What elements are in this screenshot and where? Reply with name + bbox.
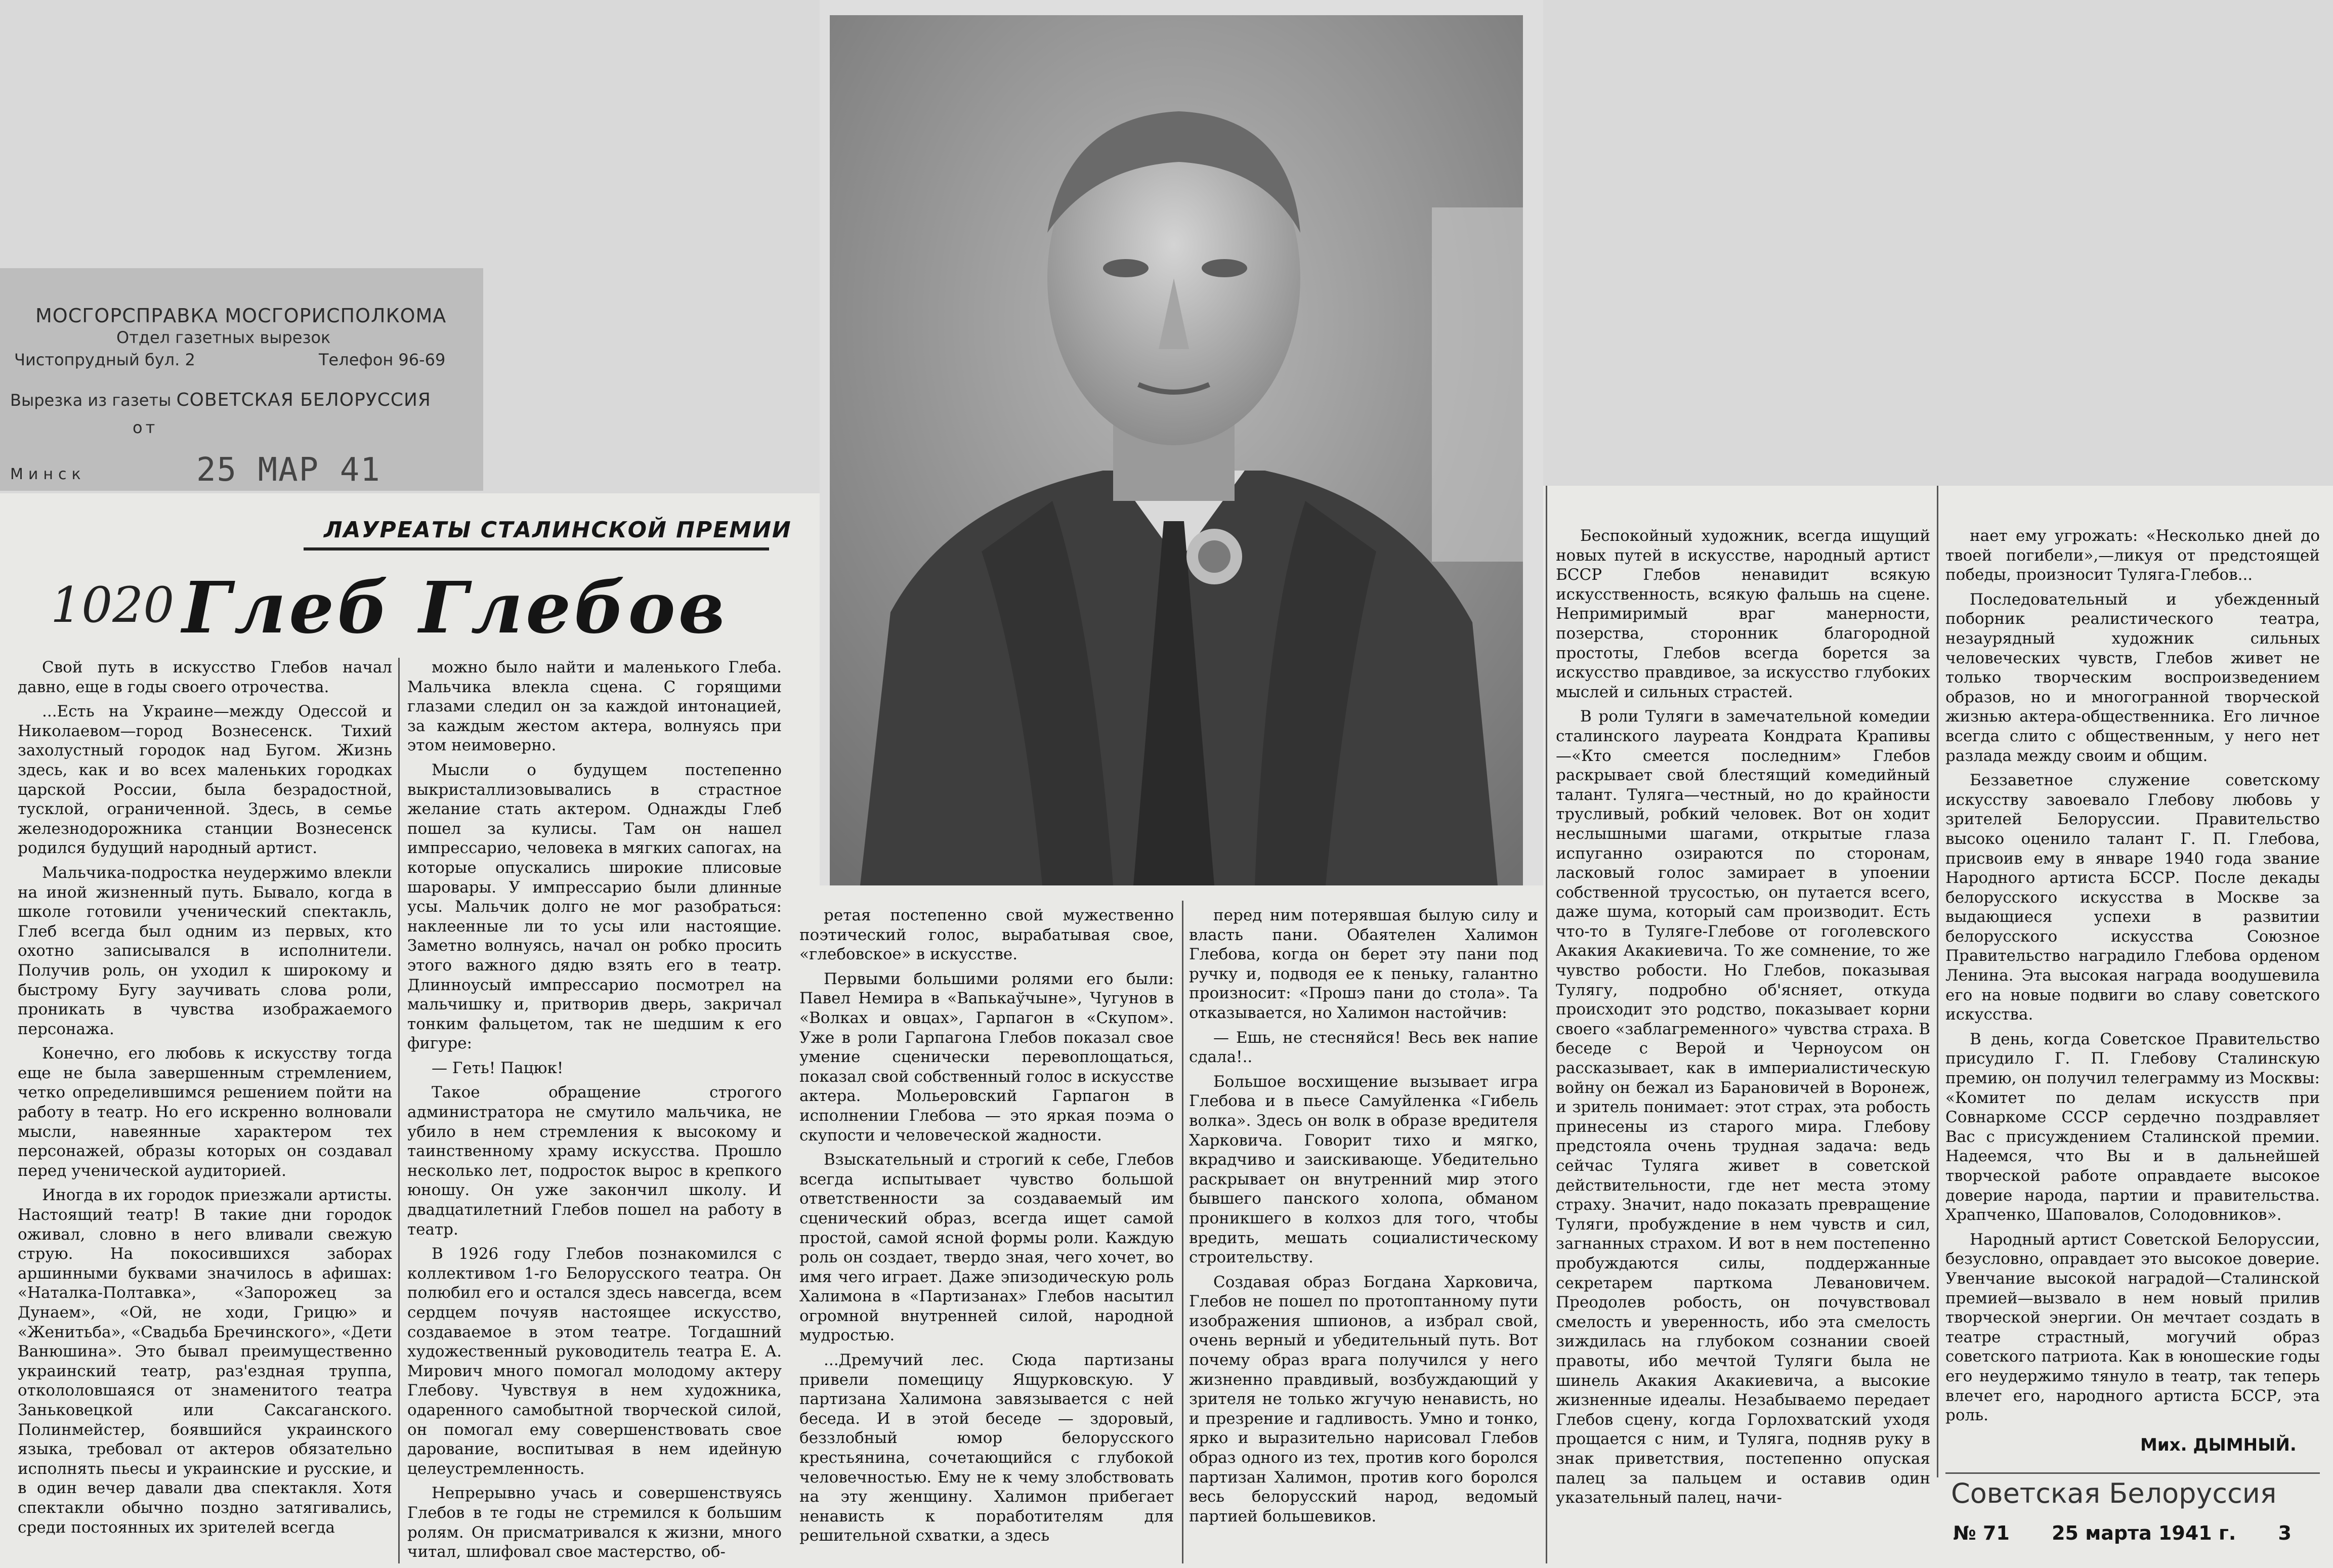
column-4-paragraph: перед ним потерявшая былую силу и власть пани. Обаятелен Халимон Глебова, когда он берет эту пани под ручку и, подводя ее к пеньку, галантно произносит: «Прошэ пани до стола». Та отказывается, но Халимон настойчив: bbox=[1189, 906, 1538, 1022]
stamp-date: 25 МАР 41 bbox=[196, 451, 381, 489]
column-rule-4 bbox=[1937, 486, 1938, 1477]
column-1-paragraph: Иногда в их городок приезжали артисты. Настоящий театр! В такие дни городок оживал, словно в него вливали свежую струю. На покосившихся заборах аршинными буквами значилось в афишах: «Наталка-Полтавка», «Запорожец за Дунаем», «Ой, не ходи, Грицю» и «Женитьба», «Свадьба Бречинского», «Дети Ванюшина». Это бывал преимущественно украинский театр, раз'ездная труппа, откололовшаяся от знаменитого театра Заньковецкой или Саксаганского. Полинмейстер, боявшийся украинского языка, требовал от актеров обязательно исполнять пьесы и украинские и русские, и в один вечер давали два спектакля. Хотя спектакли обычно поздно затягивались, среди постоянных их зрителей всегда bbox=[18, 1186, 392, 1537]
stamp-org: МОСГОРСПРАВКА МОСГОРИСПОЛКОМА bbox=[35, 305, 447, 327]
archive-stamp bbox=[0, 268, 483, 491]
column-3-paragraph: Взыскательный и строгий к себе, Глебов всегда испытывает чувство большой ответственности за создаваемый им сценический образ, всегда ищет самой простой, самой ясной формы роли. Каждую роль он создает, твердо зная, чего хочет, во имя чего играет. Даже эпизодическую роль Халимона в «Партизанах» Глебов насытил огромной внутренней силой, народной мудростью. bbox=[799, 1151, 1174, 1345]
portrait-photo bbox=[830, 15, 1523, 885]
column-4-paragraph: Создавая образ Богдана Харковича, Глебов не пошел по протоптанному пути изображения шпионов, а избрал свой, очень верный и убедительный путь. Вот почему образ врага получился у него жизненно правдивый, возбуждающий у зрителя не только жгучую ненависть, но и презрение и гадливость. Умно и тонко, ярко и выразительно нарисовал Глебов образ одного из тех, против кого боролся партизан Халимон, против кого боролся весь белорусский народ, ведомый партией большевиков. bbox=[1189, 1273, 1538, 1525]
column-2-paragraph: Мысли о будущем постепенно выкристаллизовывались в страстное желание стать актером. Однажды Глеб пошел за кулисы. Там он нашел импрессарио, человека в мягких сапогах, на которые опускались широкие плисовые шаровары. У импрессарио были длинные усы. Мальчик долго не мог разобраться: наклеенные ли то усы или настоящие. Заметно волнуясь, начал он робко просить этого важного дядю взять его в театр. Длинноусый импрессарио посмотрел на мальчишку и, притворив дверь, закричал тонким фальцетом, так не шедшим к его фигуре: bbox=[407, 760, 782, 1053]
stamp-source bbox=[10, 390, 431, 410]
column-5-paragraph: Беспокойный художник, всегда ищущий новых путей в искусстве, народный артист БССР Глебов ненавидит всякую искусственность, всякую фальшь на сцене. Непримиримый враг манерности, позерства, сторонник благородной простоты, Глебов всегда борется за искусство правдивое, за искусство глубоких мыслей и сильных страстей. bbox=[1556, 527, 1930, 701]
stamp-source-prefix: Вырезка из газеты bbox=[10, 391, 172, 410]
portrait-illustration bbox=[830, 15, 1523, 885]
column-rule-1 bbox=[398, 658, 400, 1563]
footer-page: 3 bbox=[2278, 1522, 2292, 1544]
stamp-newspaper: СОВЕТСКАЯ БЕЛОРУССИЯ bbox=[176, 390, 431, 410]
column-6-paragraph: Народный артист Советской Белоруссии, безусловно, оправдает это высокое доверие. Увенчание высокой наградой—Сталинской премией—вызвало в нем новый прилив творческой энергии. Он мечтает создать в театре страстный, могучий образ советского патриота. Как в юношеские годы его неудержимо тянуло в театр, так теперь влечет его, народного артиста БССР, эта роль. bbox=[1945, 1230, 2320, 1425]
article-column-6 bbox=[1945, 526, 2320, 1432]
article-column-3 bbox=[799, 906, 1174, 1563]
article-headline: Глеб Глебов bbox=[182, 567, 728, 650]
stamp-address: Чистопрудный бул. 2 bbox=[14, 350, 195, 369]
column-6-paragraph: В день, когда Советское Правительство присудило Г. П. Глебову Сталинскую премию, он получил телеграмму из Москвы: «Комитет по делам искусств при Совнаркоме СССР сердечно поздравляет Вас с присуждением Сталинской премии. Надеемся, что Вы и в дальнейшей творческой работе оправдаете высокое доверие народа, партии и правительства. Храпченко, Шаповалов, Солодовников». bbox=[1945, 1030, 2320, 1224]
article-column-2 bbox=[407, 658, 782, 1563]
article-column-5 bbox=[1556, 526, 1930, 1563]
footer-date: 25 марта 1941 г. bbox=[2052, 1522, 2236, 1544]
column-rule-3 bbox=[1546, 486, 1547, 1563]
stamp-city: Минск bbox=[10, 465, 86, 483]
column-1-paragraph: Мальчика-подростка неудержимо влекли на иной жизненный путь. Бывало, когда в школе готовили ученический спектакль, Глеб всегда был одним из первых, кто охотно записывался в исполнители. Получив роль, он уходил к широкому и быстрому Бугу заучивать слова роли, проникать в чувства изображаемого персонажа. bbox=[18, 863, 392, 1038]
column-6-paragraph: Последовательный и убежденный поборник реалистического театра, незаурядный художник сильных человеческих чувств, Глебов живет не только творческим воспроизведением образов, но и многогранной творческой жизнью актера-общественника. Его личное всегда слито с общественным, у него нет разлада между своим и общим. bbox=[1945, 590, 2320, 765]
footer-issue: № 71 bbox=[1953, 1522, 2010, 1544]
column-5-paragraph: В роли Туляги в замечательной комедии сталинского лауреата Кондрата Крапивы—«Кто смеется последним» Глебов раскрывает свой блестящий комедийный талант. Туляга—честный, но до крайности трусливый, робкий человек. Вот он ходит неслышными шагами, открытые глаза испуганно озираются по сторонам, ласковый голос замирает в упоении собственной трусостью, он путается всего, даже шума, который сам производит. Есть что-то в Туляге-Глебове от гоголевского Акакия Акакиевича. То же сомнение, то же чувство робости. Но Глебов, показывая Тулягу, подробно об'ясняет, откуда происходит это родство, показывает корни своего «заблагременного» чувства страха. В беседе с Верой и Черноусом он рассказывает, как в империалистическую войну он бежал из Барановичей в Воронеж, и зритель понимает: этот страх, эта робость принесены из старого мира. Глебову предстояла очень трудная задача: ведь сейчас Туляга живет в советской действительности, где нет места этому страху. Значит, надо показать превращение Туляги, пробуждение в нем чувств и сил, загнанных страхом. И вот в нем постепенно пробуждаются силы, поддержанные секретарем парткома Левановичем. Преодолев робость, он почувствовал смелость и уверенность, ибо эта смелость зиждилась на глубоком сознании своей правоты, ибо мечтой Туляги была не шинель Акакия Акакиевича, а высокие жизненные идеалы. Незабываемо передает Глебов сцену, когда Горлохватский уходя прощается с ним, и Туляга, подняв руку в знак приветствия, постепенно опуская палец за пальцем и оставив один указательный палец, начи- bbox=[1556, 707, 1930, 1507]
column-3-paragraph: ретая постепенно свой мужественно поэтический голос, вырабатывая свое, «глебовское» в искусстве. bbox=[799, 906, 1174, 964]
footer-rule bbox=[1945, 1472, 2320, 1474]
footer-newspaper-name: Советская Белоруссия bbox=[1951, 1477, 2277, 1509]
column-rule-2 bbox=[1182, 901, 1183, 1563]
column-2-paragraph: — Геть! Пацюк! bbox=[432, 1058, 564, 1077]
column-3-paragraph: ...Дремучий лес. Сюда партизаны привели помещицу Ящурковскую. У партизана Халимона завязывается с ней беседа. И в этой беседе — здоровый, беззлобный юмор белорусского крестьянина, сочетающийся с глубокой человечностью. Ему не к чему злобствовать на эту женщину. Халимон прибегает ненависть к поработителям для решительной схватки, а здесь bbox=[799, 1351, 1174, 1545]
column-4-paragraph: — Ешь, не стесняйся! Весь век напие сдала!.. bbox=[1189, 1028, 1538, 1067]
column-6-paragraph: Беззаветное служение советскому искусству завоевало Глебову любовь у зрителей Белоруссии. Правительство высоко оценило талант Г. П. Глебова, присвоив ему в январе 1940 года звание Народного артиста БССР. После декады белорусского искусства в Москве за выдающиеся успехи в развитии белорусского искусства Союзное Правительство наградило Глебова орденом Ленина. Эта высокая награда воодушевила его на новые подвиги во славу советского искусства. bbox=[1945, 771, 2320, 1024]
column-2-paragraph: Такое обращение строгого администратора не смутило мальчика, не убило в нем стремления к высокому и таинственному храму искусства. Прошло несколько лет, подросток вырос в крепкого юношу. Он уже закончил школу. И двадцатилетний Глебов пошел на работу в театр. bbox=[407, 1083, 782, 1239]
author-signature: Мих. ДЫМНЫЙ. bbox=[2140, 1435, 2297, 1455]
rubric-underline bbox=[304, 547, 769, 550]
column-1-paragraph: Свой путь в искусство Глебов начал давно, еще в годы своего отрочества. bbox=[18, 658, 392, 696]
stamp-phone: Телефон 96-69 bbox=[319, 350, 446, 369]
footer-meta bbox=[1953, 1522, 2327, 1544]
column-6-paragraph: нает ему угрожать: «Несколько дней до твоей погибели»,—ликуя от предстоящей победы, произносит Туляга-Глебов... bbox=[1945, 527, 2320, 584]
column-1-paragraph: ...Есть на Украине—между Одессой и Николаевом—город Вознесенск. Тихий захолустный городок над Бугом. Жизнь здесь, как и во всех маленьких городках царской России, была безрадостной, тусклой, ограниченной. Здесь, в семье железнодорожника станции Вознесенск родился будущий народный артист. bbox=[18, 702, 392, 858]
article-column-4 bbox=[1189, 906, 1538, 1563]
article-column-1 bbox=[18, 658, 392, 1563]
stamp-from-label: от bbox=[133, 418, 158, 437]
column-1-paragraph: Конечно, его любовь к искусству тогда еще не была завершенным стремлением, четко определившимся решением пойти на работу в театр. Но его искренно волновали мысли, навеянные характером тех персонажей, образы которых он создавал перед ученической аудиторией. bbox=[18, 1044, 392, 1180]
stamp-dept: Отдел газетных вырезок bbox=[116, 328, 331, 347]
handwritten-number: 1020 bbox=[51, 577, 175, 633]
rubric-title: ЛАУРЕАТЫ СТАЛИНСКОЙ ПРЕМИИ bbox=[324, 517, 792, 543]
column-2-paragraph: В 1926 году Глебов познакомился с коллективом 1-го Белорусского театра. Он полюбил его и остался здесь навсегда, всем сердцем почуяв настоящее искусство, создаваемое в этом театре. Тогдашний художественный руководитель театра Е. А. Мирович много помогал молодому актеру Глебову. Чувствуя в нем художника, одаренного самобытной творческой силой, он помогал ему совершенствовать свое дарование, воспитывая в нем идейную целеустремленность. bbox=[407, 1245, 782, 1478]
column-3-paragraph: Первыми большими ролями его были: Павел Немира в «Вапькаўчыне», Чугунов в «Волках и овцах», Гарпагон в «Скупом». Уже в роли Гарпагона Глебов показал свое умение сценически перевоплощаться, показал свой собственный голос в искусстве актера. Мольеровский Гарпагон в исполнении Глебова — это яркая поэма о скупости и человеческой жадности. bbox=[799, 969, 1174, 1145]
column-2-paragraph: Непрерывно учась и совершенствуясь Глебов в те годы не стремился к большим ролям. Он присматривался к жизни, много читал, шлифовал свое мастерство, об- bbox=[407, 1484, 782, 1561]
column-2-paragraph: можно было найти и маленького Глеба. Мальчика влекла сцена. С горящими глазами следил он за каждой интонацией, за каждым жестом актера, волнуясь при этом неимоверно. bbox=[407, 658, 782, 755]
column-4-paragraph: Большое восхищение вызывает игра Глебова и в пьесе Самуйленка «Гибель волка». Здесь он волк в образе вредителя Харковича. Говорит тихо и мягко, вкрадчиво и заискивающе. Убедительно раскрывает он внутренний мир этого бывшего панского холопа, обманом проникшего в колхоз для того, чтобы вредить, мешать социалистическому строительству. bbox=[1189, 1072, 1538, 1267]
